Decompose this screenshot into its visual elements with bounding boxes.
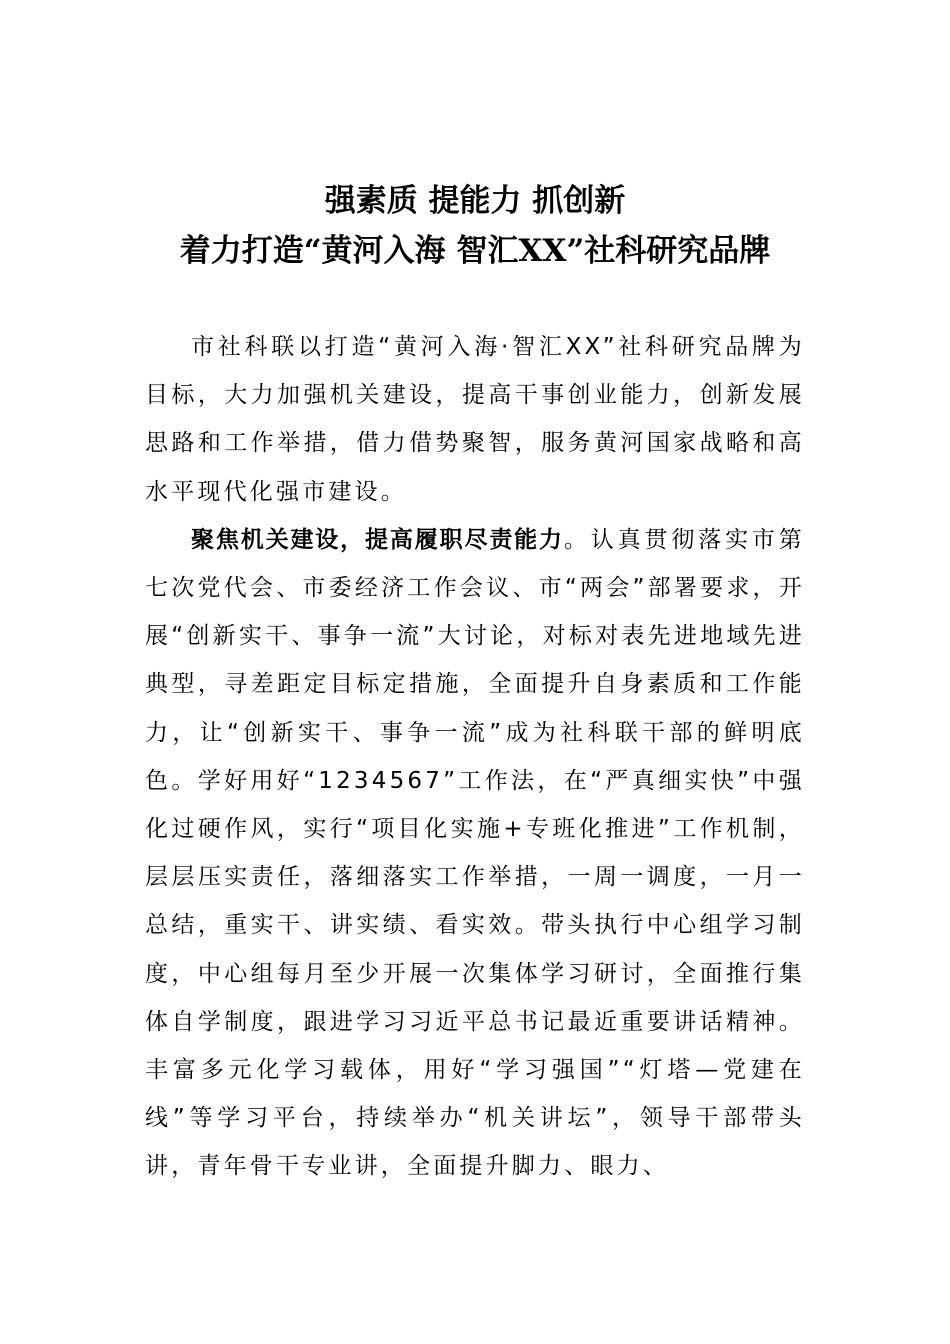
intro-paragraph: 市社科联以打造“黄河入海·智汇XX”社科研究品牌为目标，大力加强机关建设，提高干事创业能力，创新发展思路和工作举措，借力借势聚智，服务黄河国家战略和高水平现代化强市建设。: [145, 334, 805, 505]
paragraph-body-text: 。认真贯彻落实市第七次党代会、市委经济工作会议、市“两会”部署要求，开展“创新实干、事争一流”大讨论，对标对表先进地域先进典型，寻差距定目标定措施，全面提升自身素质和工作能力，让“创新实干、事争一流”成为社科联干部的鲜明底色。学好用好“1234567”工作法，在“严真细实快”中强化过硬作风，实行“项目化实施+专班化推进”工作机制，层层压实责任，落细落实工作举措，一周一调度，一月一总结，重实干、讲实绩、看实效。带头执行中心组学习制度，中心组每月至少开展一次集体学习研讨，全面推行集体自学制度，跟进学习习近平总书记最近重要讲话精神。丰富多元化学习载体，用好“学习强国”“灯塔—党建在线”等学习平台，持续举办“机关讲坛”，领导干部带头讲，青年骨干专业讲，全面提升脚力、眼力、: [145, 526, 805, 1180]
document-body: [145, 323, 805, 1191]
paragraph-lead-heading: 聚焦机关建设，提高履职尽责能力: [191, 526, 564, 553]
document-title: [0, 176, 950, 276]
title-line-1: 强素质 提能力 抓创新: [324, 183, 626, 219]
section-paragraph: [145, 516, 805, 1191]
title-line-2: 着力打造“黄河入海 智汇XX”社科研究品牌: [179, 233, 771, 269]
